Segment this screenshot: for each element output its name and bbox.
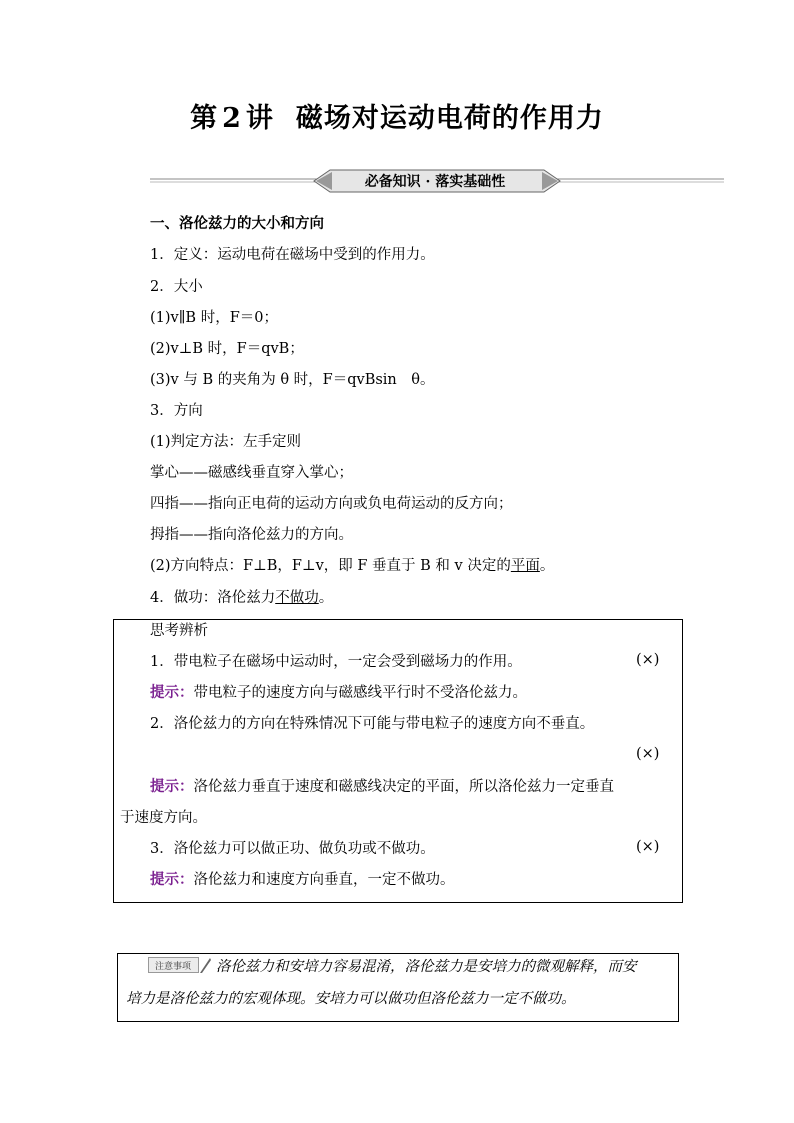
section-heading: 一、洛伦兹力的大小和方向 (150, 215, 324, 232)
note-badge (148, 955, 212, 975)
note-line-2: 培力是洛伦兹力的宏观体现。安培力可以做功但洛伦兹力一定不做功。 (126, 991, 576, 1007)
thumb-line: 拇指——指向洛伦兹力的方向。 (150, 527, 353, 543)
tip-label: 提示： (150, 684, 194, 701)
tip-label: 提示： (150, 871, 194, 888)
question-2: 2．洛伦兹力的方向在特殊情况下可能与带电粒子的速度方向不垂直。 (150, 716, 595, 732)
page-title (0, 96, 794, 135)
question-1: 1．带电粒子在磁场中运动时，一定会受到磁场力的作用。 (150, 654, 522, 670)
definition-line: 1．定义：运动电荷在磁场中受到的作用力。 (150, 247, 435, 263)
think-title: 思考辨析 (150, 623, 208, 639)
fingers-line: 四指——指向正电荷的运动方向或负电荷运动的反方向； (150, 496, 513, 512)
underlined-plane: 平面 (510, 558, 540, 574)
tip-label: 提示： (150, 778, 194, 795)
direction-rule: (1)判定方法：左手定则 (150, 434, 302, 450)
title-topic: 磁场对运动电荷的作用力 (295, 103, 604, 134)
title-number: 2 (222, 103, 242, 134)
answer-2: 提示：洛伦兹力垂直于速度和磁感线决定的平面，所以洛伦兹力一定垂直 (150, 778, 614, 795)
size-case-2: (2)v⊥B 时，F＝qvB； (150, 341, 304, 357)
size-case-3: (3)v 与 B 的夹角为 θ 时，F＝qvBsin θ。 (150, 372, 435, 388)
answer-mark-2: (×) (636, 746, 660, 762)
question-3: 3．洛伦兹力可以做正功、做负功或不做功。 (150, 841, 435, 857)
answer-3: 提示：洛伦兹力和速度方向垂直，一定不做功。 (150, 871, 455, 888)
answer-1: 提示：带电粒子的速度方向与磁感线平行时不受洛伦兹力。 (150, 684, 527, 701)
answer-mark-1: (×) (636, 652, 660, 668)
title-prefix: 第 (190, 103, 219, 134)
work-line: 4．做功：洛伦兹力不做功。 (150, 590, 334, 606)
size-heading: 2．大小 (150, 279, 203, 295)
direction-feature: (2)方向特点：F⊥B，F⊥v，即 F 垂直于 B 和 v 决定的平面。 (150, 558, 555, 574)
underlined-no-work: 不做功 (275, 590, 319, 606)
answer-mark-3: (×) (636, 839, 660, 855)
note-badge-label: 注意事项 (154, 962, 192, 972)
direction-heading: 3．方向 (150, 403, 203, 419)
title-lecture: 讲 (245, 103, 274, 134)
palm-line: 掌心——磁感线垂直穿入掌心； (150, 465, 353, 481)
note-line-1: 洛伦兹力和安培力容易混淆，洛伦兹力是安培力的微观解释，而安 (216, 959, 637, 975)
banner-label: 必备知识 · 落实基础性 (364, 174, 506, 190)
answer-2-cont: 于速度方向。 (120, 810, 207, 826)
size-case-1: (1)v∥B 时，F＝0； (150, 310, 278, 326)
